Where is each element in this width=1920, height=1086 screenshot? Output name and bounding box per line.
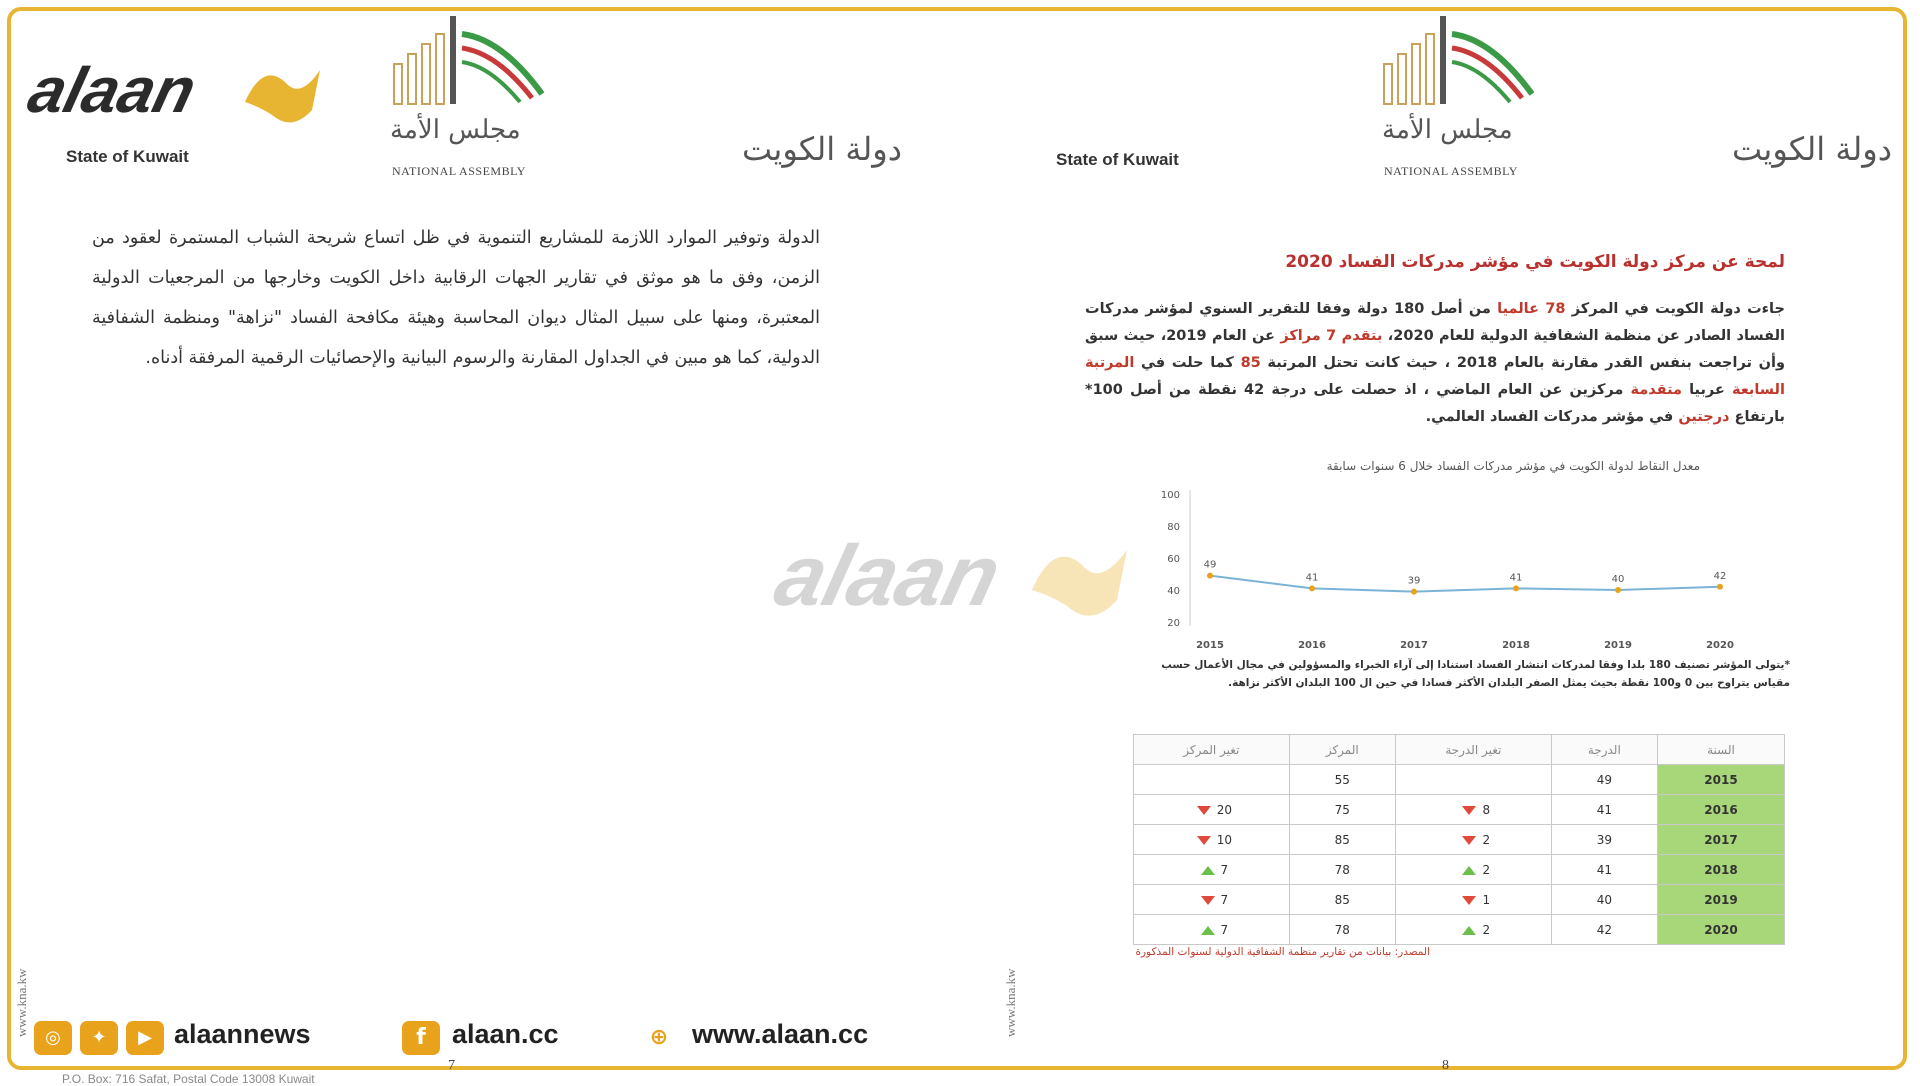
data-label: 41	[1305, 572, 1319, 584]
table-header-row	[1134, 735, 1785, 765]
arrow-down-icon	[1462, 806, 1476, 815]
cell-year: 2020	[1658, 915, 1785, 945]
alaan-watermark	[766, 520, 1142, 650]
data-point	[1717, 584, 1723, 590]
x-tick-label: 2016	[1298, 640, 1326, 651]
header-rank-change: تغير المركز	[1134, 735, 1290, 765]
table-row	[1134, 765, 1785, 795]
table-row	[1134, 825, 1785, 855]
data-point	[1309, 585, 1315, 591]
data-label: 42	[1713, 570, 1727, 582]
header-rank: المركز	[1289, 735, 1395, 765]
cell-rank: 78	[1289, 915, 1395, 945]
chart-title: معدل النقاط لدولة الكويت في مؤشر مدركات الفساد خلال 6 سنوات سابقة	[1326, 459, 1700, 473]
right-body-paragraph: جاءت دولة الكويت في المركز 78 عالميا من أصل 180 دولة وفقا للتقرير السنوي لمؤشر مدركات الفساد الصادر عن منظمة الشفافية الدولية للعام 2020، بتقدم 7 مراكز عن العام 2019، حيث سبق وأن تراجعت بنفس القدر مقارنة بالعام 2018 ، حيث كانت تحتل المرتبة 85 كما حلت في المرتبة السابعة عربيا متقدمة مركزين عن العام الماضي ، اذ حصلت على درجة 42 نقطة من أصل 100* بارتفاع درجتين في مؤشر مدركات الفساد العالمي.	[1085, 301, 1786, 425]
cpi-data-table	[1133, 734, 1785, 945]
instagram-icon[interactable]: ◎	[34, 1021, 72, 1055]
cell-rank: 75	[1289, 795, 1395, 825]
cell-score-change: 8	[1395, 795, 1551, 825]
cell-score-change: 1	[1395, 885, 1551, 915]
cell-score: 41	[1551, 855, 1657, 885]
data-label: 41	[1509, 572, 1523, 584]
x-tick-label: 2019	[1604, 640, 1632, 651]
state-of-kuwait-label-right: State of Kuwait	[1056, 150, 1179, 169]
alaan-logo-text: alaan	[21, 53, 204, 126]
national-assembly-emblem-icon	[390, 14, 560, 114]
data-label: 40	[1611, 574, 1625, 585]
cell-rank: 85	[1289, 825, 1395, 855]
cell-score-change: 2	[1395, 915, 1551, 945]
assembly-arabic-name: مجلس الأمة	[390, 115, 521, 145]
cell-score-change: 2	[1395, 825, 1551, 855]
arrow-up-icon	[1201, 866, 1215, 875]
cell-score-change	[1395, 765, 1551, 795]
data-point	[1513, 585, 1519, 591]
cell-year: 2019	[1658, 885, 1785, 915]
arrow-down-icon	[1462, 896, 1476, 905]
arrow-up-icon	[1201, 926, 1215, 935]
state-arabic-name-right: دولة الكويت	[1732, 130, 1892, 168]
cell-year: 2018	[1658, 855, 1785, 885]
x-tick-label: 2018	[1502, 640, 1530, 651]
arrow-down-icon	[1201, 896, 1215, 905]
data-point	[1615, 587, 1621, 593]
cell-year: 2017	[1658, 825, 1785, 855]
left-body-paragraph: الدولة وتوفير الموارد اللازمة للمشاريع التنموية في ظل اتساع شريحة الشباب المستمرة لعقود من الزمن، وفق ما هو موثق في تقارير الجهات الرقابية داخل الكويت وخارجها من المرجعيات الدولية المعتبرة، ومنها على سبيل المثال ديوان المحاسبة وهيئة مكافحة الفساد "نزاهة" ومنظمة الشفافية الدولية، كما هو مبين في الجداول المقارنة والرسوم البيانية والإحصائيات الرقمية المرفقة أدناه.	[92, 228, 820, 368]
assembly-english-name-right: NATIONAL ASSEMBLY	[1384, 164, 1518, 178]
arrow-down-icon	[1462, 836, 1476, 845]
chart-footnote: *يتولى المؤشر تصنيف 180 بلدا وفقا لمدركات انتشار الفساد استنادا إلى آراء الخبراء والمسؤولين في مجال الأعمال حسب مقياس يتراوح بين 0 و100 نقطة بحيث يمثل الصفر البلدان الأكثر فسادا في حين ال 100 البلدان الأكثر نزاهة.	[1161, 659, 1790, 689]
arrow-up-icon	[1462, 926, 1476, 935]
y-tick-label: 40	[1167, 586, 1180, 597]
header-score-change: تغير الدرجة	[1395, 735, 1551, 765]
table-row	[1134, 795, 1785, 825]
youtube-icon[interactable]: ▶	[126, 1021, 164, 1055]
series-line	[1210, 576, 1720, 592]
arrow-down-icon	[1197, 836, 1211, 845]
cell-rank-change: 7	[1134, 855, 1290, 885]
state-arabic-name: دولة الكويت	[742, 130, 902, 168]
table-source-note: المصدر: بيانات من تقارير منظمة الشفافية الدولية لسنوات المذكورة	[1135, 946, 1430, 958]
assembly-arabic-name-right: مجلس الأمة	[1382, 115, 1513, 145]
table-row	[1134, 855, 1785, 885]
x-tick-label: 2015	[1196, 640, 1224, 651]
cell-rank: 85	[1289, 885, 1395, 915]
cell-rank-change: 7	[1134, 885, 1290, 915]
score-line-chart	[1110, 482, 1740, 652]
header-year: السنة	[1658, 735, 1785, 765]
header-score: الدرجة	[1551, 735, 1657, 765]
table-row	[1134, 885, 1785, 915]
table-row	[1134, 915, 1785, 945]
data-label: 39	[1407, 575, 1421, 587]
y-tick-label: 80	[1167, 522, 1180, 533]
cell-score: 41	[1551, 795, 1657, 825]
data-point	[1207, 573, 1213, 579]
cell-rank: 55	[1289, 765, 1395, 795]
page-number-right: 8	[1442, 1058, 1449, 1073]
page-number-left: 7	[448, 1058, 455, 1073]
kna-side-text-left: www.kna.kw	[14, 968, 29, 1037]
data-label: 49	[1203, 559, 1217, 571]
assembly-english-name: NATIONAL ASSEMBLY	[392, 164, 526, 178]
svg-text:alaan: alaan	[766, 527, 1011, 624]
y-tick-label: 20	[1167, 618, 1180, 629]
cell-score: 40	[1551, 885, 1657, 915]
facebook-icon[interactable]: f	[402, 1021, 440, 1055]
arrow-up-icon	[1462, 866, 1476, 875]
kna-side-text-right: www.kna.kw	[1003, 968, 1018, 1037]
data-point	[1411, 589, 1417, 595]
cell-year: 2016	[1658, 795, 1785, 825]
cell-rank-change: 20	[1134, 795, 1290, 825]
cell-score: 49	[1551, 765, 1657, 795]
alaan-logo	[21, 52, 340, 142]
cell-rank-change: 7	[1134, 915, 1290, 945]
x-tick-label: 2020	[1706, 640, 1734, 651]
cell-rank-change: 10	[1134, 825, 1290, 855]
cell-year: 2015	[1658, 765, 1785, 795]
website-link[interactable]: www.alaan.cc	[692, 1019, 869, 1049]
cell-score: 39	[1551, 825, 1657, 855]
arrow-down-icon	[1197, 806, 1211, 815]
social-handle[interactable]: alaannews	[174, 1019, 311, 1049]
y-tick-label: 100	[1160, 490, 1180, 501]
footer-address: P.O. Box: 716 Safat, Postal Code 13008 Kuwait	[62, 1072, 315, 1086]
x-tick-label: 2017	[1400, 640, 1428, 651]
cell-rank-change	[1134, 765, 1290, 795]
cell-score-change: 2	[1395, 855, 1551, 885]
y-tick-label: 60	[1167, 554, 1180, 565]
national-assembly-emblem-icon-right	[1380, 14, 1550, 114]
globe-icon: ⊕	[649, 1025, 669, 1050]
right-section-title: لمحة عن مركز دولة الكويت في مؤشر مدركات الفساد 2020	[1285, 252, 1785, 272]
state-of-kuwait-label: State of Kuwait	[66, 147, 189, 166]
twitter-icon[interactable]: ✦	[80, 1021, 118, 1055]
facebook-handle[interactable]: alaan.cc	[452, 1019, 559, 1049]
cell-score: 42	[1551, 915, 1657, 945]
cell-rank: 78	[1289, 855, 1395, 885]
